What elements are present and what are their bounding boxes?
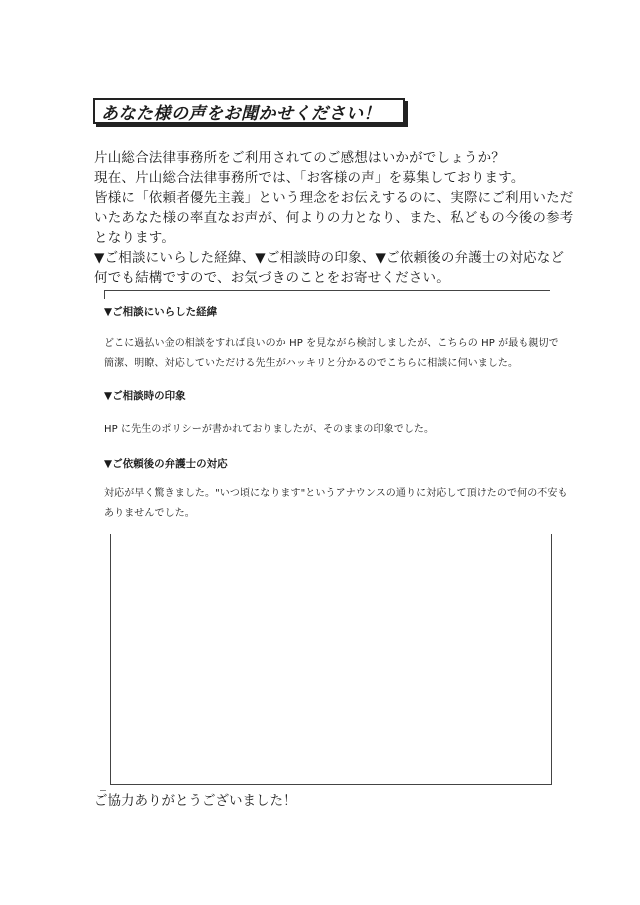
intro-line: 片山総合法律事務所をご利用されてのご感想はいかがでしょうか？ [94, 150, 505, 166]
section-heading-consultation-reason: ▼ご相談にいらした経緯 [104, 306, 218, 318]
answer-line: 対応が早く驚きました。"いつ頃になります"というアナウンスの通りに対応して頂けたので何の不安も [104, 488, 568, 499]
answer-frame-corner [104, 290, 105, 299]
answer-line: ありませんでした。 [104, 508, 195, 519]
section-heading-consultation-impression: ▼ご相談時の印象 [104, 390, 186, 402]
intro-line: 皆様に「依頼者優先主義」という理念をお伝えするのに、実際にご利用いただ [94, 190, 574, 206]
intro-text [94, 148, 574, 288]
intro-line: いたあなた様の率直なお声が、何よりの力となり、また、私どもの今後の参考 [94, 210, 574, 226]
intro-line: 何でも結構ですので、お気づきのことをお寄せください。 [94, 270, 450, 286]
section-answer-consultation-impression [104, 420, 434, 440]
section-heading-lawyer-response: ▼ご依頼後の弁護士の対応 [104, 458, 228, 470]
section-answer-lawyer-response [104, 484, 568, 524]
section-answer-consultation-reason [104, 334, 559, 374]
intro-line: ▼ご相談にいらした経緯、▼ご相談時の印象、▼ご依頼後の弁護士の対応など [94, 250, 565, 266]
answer-frame-top-border [104, 290, 550, 291]
intro-line: となります。 [94, 230, 176, 246]
intro-line: 現在、片山総合法律事務所では、「お客様の声」を募集しております。 [94, 170, 525, 186]
answer-line: どこに過払い金の相談をすれば良いのか HP を見ながら検討しましたが、こちらの HP が最も親切で [104, 338, 559, 349]
page-title-box [93, 98, 405, 124]
page-title: あなた様の声をお聞かせください！ [101, 103, 381, 124]
answer-frame-box [110, 534, 552, 785]
answer-area [104, 300, 570, 532]
closing-message: ご協力ありがとうございました！ [94, 793, 297, 809]
answer-line: 簡潔、明瞭、対応していただける先生がハッキリと分かるのでこちらに相談に伺いました。 [104, 358, 519, 369]
answer-line: HP に先生のポリシーが書かれておりましたが、そのままの印象でした。 [104, 424, 435, 435]
